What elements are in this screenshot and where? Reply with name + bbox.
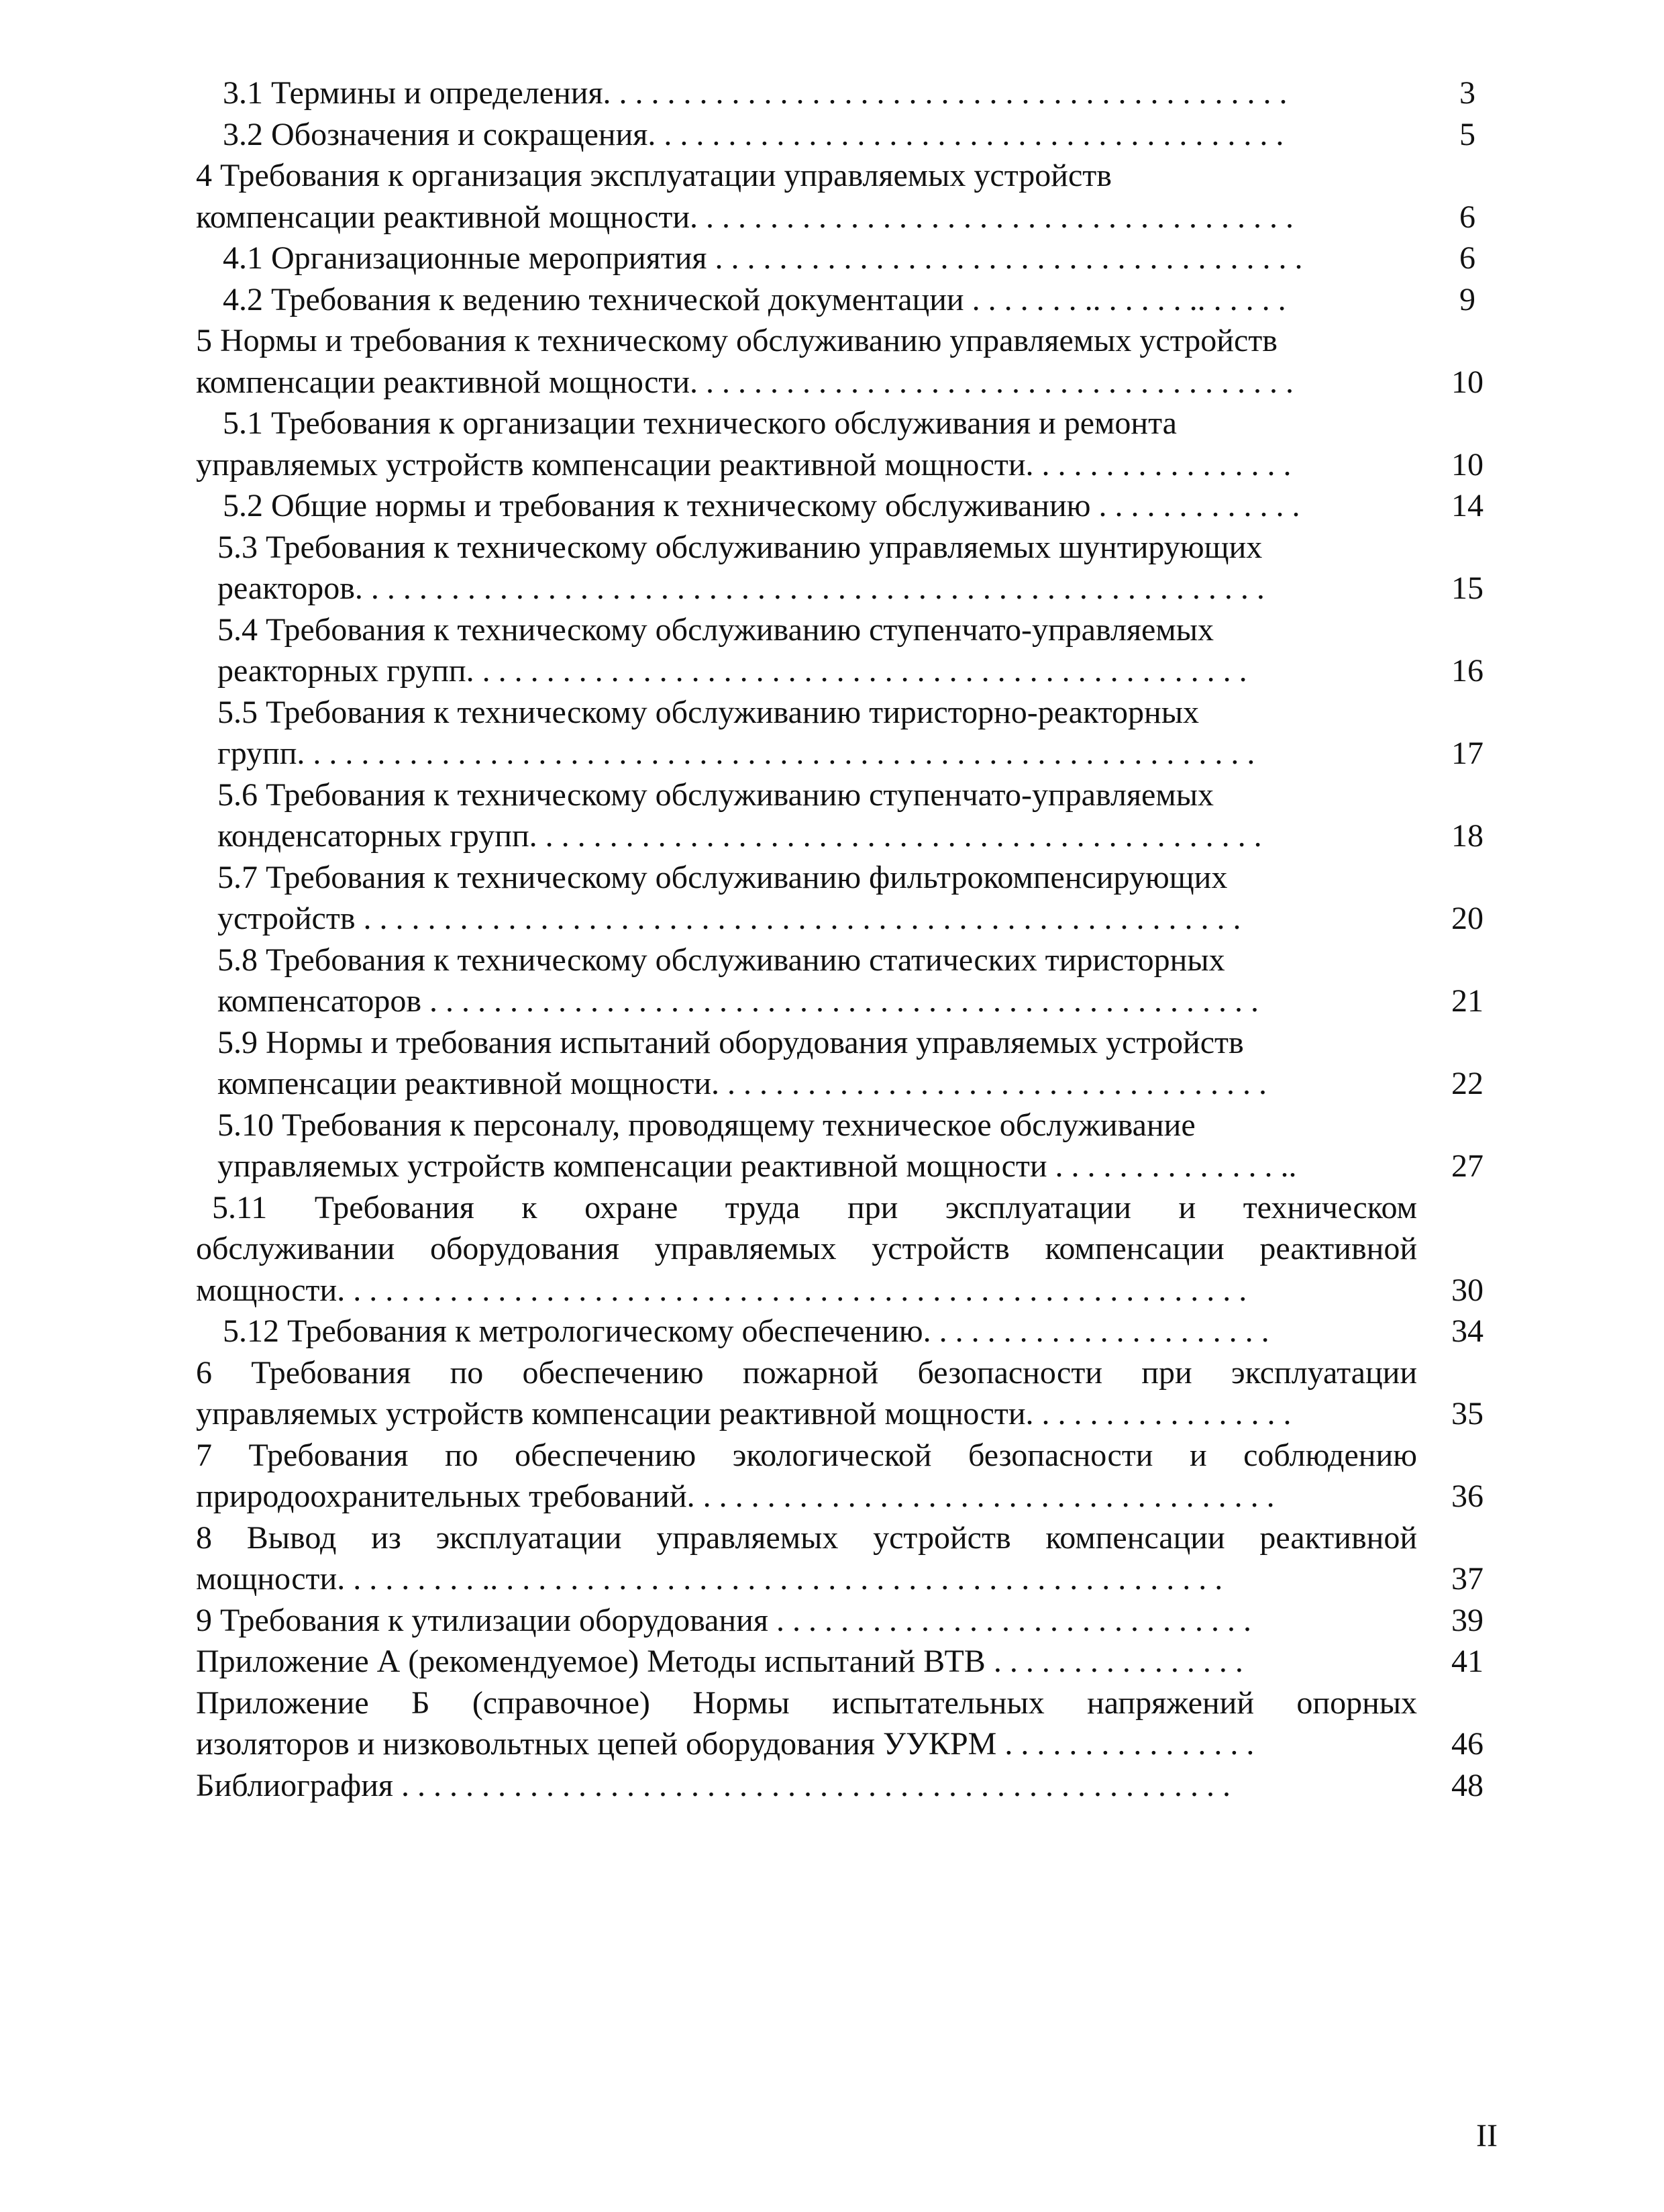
- toc-line-text: мощности. . . . . . . . . . . . . . . . . . . . . . . . . . . . . . . . . . . . . . . . . . . . . . . . . . . . . . . . .: [196, 1272, 1247, 1308]
- toc-line-text: управляемых устройств компенсации реактивной мощности. . . . . . . . . . . . . . . . .: [196, 446, 1292, 483]
- toc-line: [196, 114, 1491, 156]
- toc-line: [196, 1435, 1491, 1476]
- toc-line-text: 5.1 Требования к организации технического обслуживания и ремонта: [223, 405, 1177, 441]
- toc-entry[interactable]: [196, 609, 1491, 692]
- toc-entry[interactable]: [196, 1187, 1491, 1311]
- toc-line-text: групп. . . . . . . . . . . . . . . . . . . . . . . . . . . . . . . . . . . . . . . . . . . . . . . . . . . . . . . . . . . .: [217, 736, 1255, 771]
- toc-line-text: изоляторов и низковольтных цепей оборудования УУКРМ . . . . . . . . . . . . . . . .: [196, 1726, 1255, 1762]
- toc-entry[interactable]: [196, 72, 1491, 114]
- toc-page-number: 20: [1451, 901, 1484, 936]
- toc-line: [196, 1187, 1491, 1229]
- toc-line: [196, 733, 1491, 774]
- toc-line-text: устройств . . . . . . . . . . . . . . . . . . . . . . . . . . . . . . . . . . . . . . . . . . . . . . . . . . . . . . .: [217, 901, 1241, 936]
- toc-page-number: 3: [1459, 75, 1475, 111]
- toc-entry[interactable]: [196, 279, 1491, 321]
- toc-line: [196, 1063, 1491, 1105]
- toc-page-number: 10: [1451, 446, 1484, 483]
- toc-line: [196, 362, 1491, 403]
- toc-line: [196, 72, 1491, 114]
- toc-line: [196, 981, 1491, 1022]
- toc-line: [196, 279, 1491, 321]
- toc-page-number: 14: [1451, 488, 1484, 523]
- toc-line-text: компенсации реактивной мощности. . . . . . . . . . . . . . . . . . . . . . . . . . . . . . . . . . . . . .: [196, 364, 1294, 400]
- toc-page-number: 46: [1451, 1726, 1484, 1762]
- toc-entry[interactable]: [196, 692, 1491, 774]
- toc-entry[interactable]: [196, 114, 1491, 156]
- toc-page-number: 35: [1451, 1396, 1484, 1431]
- toc-line-text: компенсации реактивной мощности. . . . . . . . . . . . . . . . . . . . . . . . . . . . . . . . . . . . . .: [196, 199, 1294, 235]
- toc-page-number: 41: [1451, 1644, 1484, 1679]
- toc-line-text: 3.2 Обозначения и сокращения. . . . . . . . . . . . . . . . . . . . . . . . . . . . . . . . . . . . . . . .: [223, 116, 1284, 152]
- toc-line-text: 6 Требования по обеспечению пожарной безопасности при эксплуатации: [196, 1354, 1417, 1391]
- toc-page-number: 27: [1451, 1148, 1484, 1184]
- toc-entry[interactable]: [196, 857, 1491, 940]
- toc-line: [196, 1352, 1491, 1394]
- toc-line-text: 8 Вывод из эксплуатации управляемых устройств компенсации реактивной: [196, 1519, 1417, 1556]
- toc-entry[interactable]: [196, 940, 1491, 1022]
- toc-page-number: 21: [1451, 983, 1484, 1019]
- toc-line: [196, 1723, 1491, 1765]
- toc-entry[interactable]: [196, 320, 1491, 403]
- toc-line: [196, 1517, 1491, 1559]
- toc-entry[interactable]: [196, 527, 1491, 609]
- toc-line-text: Приложение А (рекомендуемое) Методы испытаний ВТВ . . . . . . . . . . . . . . . .: [196, 1644, 1243, 1679]
- toc-page-number: 9: [1459, 281, 1475, 317]
- toc-line: [196, 568, 1491, 609]
- toc-line: [196, 238, 1491, 279]
- toc-line: [196, 1600, 1491, 1642]
- toc-page-number: 48: [1451, 1767, 1484, 1803]
- toc-line: [196, 1228, 1491, 1270]
- toc-line-text: конденсаторных групп. . . . . . . . . . . . . . . . . . . . . . . . . . . . . . . . . . . . . . . . . . . . . .: [217, 818, 1262, 854]
- toc-line-text: 4.2 Требования к ведению технической документации . . . . . . . .. . . . . . .. . . . . .: [223, 281, 1286, 317]
- toc-line-text: 4.1 Организационные мероприятия . . . . . . . . . . . . . . . . . . . . . . . . . . . . . . . . . . . . .: [223, 240, 1303, 276]
- toc-line-text: 5.9 Нормы и требования испытаний оборудования управляемых устройств: [217, 1024, 1244, 1060]
- toc-page-number: 16: [1451, 653, 1484, 689]
- toc-entry[interactable]: [196, 1352, 1491, 1435]
- toc-line-text: компенсаторов . . . . . . . . . . . . . . . . . . . . . . . . . . . . . . . . . . . . . . . . . . . . . . . . . . . .: [217, 983, 1259, 1019]
- toc-line: [196, 940, 1491, 981]
- toc-line-text: реакторов. . . . . . . . . . . . . . . . . . . . . . . . . . . . . . . . . . . . . . . . . . . . . . . . . . . . . . . . .: [217, 570, 1265, 606]
- toc-line-text: 5.7 Требования к техническому обслуживанию фильтрокомпенсирующих: [217, 859, 1228, 895]
- toc-entry[interactable]: [196, 485, 1491, 527]
- toc-line: [196, 815, 1491, 857]
- toc-page-number: 5: [1459, 116, 1475, 152]
- toc-line-text: 5.10 Требования к персоналу, проводящему техническое обслуживание: [217, 1107, 1196, 1143]
- toc-page-number: 22: [1451, 1066, 1484, 1101]
- toc-line-text: 5 Нормы и требования к техническому обслуживанию управляемых устройств: [196, 323, 1278, 358]
- toc-entry[interactable]: [196, 1105, 1491, 1187]
- toc-line-text: природоохранительных требований. . . . . . . . . . . . . . . . . . . . . . . . . . . . . . . . . . . . .: [196, 1478, 1275, 1514]
- toc-entry[interactable]: [196, 1435, 1491, 1517]
- toc-page-number: 30: [1451, 1272, 1484, 1308]
- toc-line-text: 7 Требования по обеспечению экологической безопасности и соблюдению: [196, 1437, 1417, 1473]
- toc-line: [196, 403, 1491, 444]
- toc-line-text: 9 Требования к утилизации оборудования . . . . . . . . . . . . . . . . . . . . . . . . . . . . . .: [196, 1602, 1251, 1638]
- toc-line: [196, 692, 1491, 734]
- toc-page-number: 39: [1451, 1602, 1484, 1638]
- toc-line: [196, 1270, 1491, 1311]
- toc-entry[interactable]: [196, 1600, 1491, 1642]
- toc-line: [196, 444, 1491, 486]
- toc-line: [196, 1682, 1491, 1724]
- toc-line-text: 5.4 Требования к техническому обслуживанию ступенчато-управляемых: [217, 611, 1214, 648]
- toc-line-text: 5.11 Требования к охране труда при эксплуатации и техническом: [212, 1189, 1417, 1225]
- toc-line-text: 4 Требования к организация эксплуатации управляемых устройств: [196, 158, 1112, 193]
- toc-entry[interactable]: [196, 155, 1491, 238]
- toc-line: [196, 197, 1491, 238]
- toc-page-number: 18: [1451, 818, 1484, 854]
- toc-page-number: 34: [1451, 1313, 1484, 1349]
- toc-line: [196, 1393, 1491, 1435]
- toc-line-text: управляемых устройств компенсации реактивной мощности . . . . . . . . . . . . . . ..: [217, 1148, 1297, 1184]
- toc-line: [196, 1022, 1491, 1064]
- toc-line: [196, 1311, 1491, 1352]
- toc-entry[interactable]: [196, 1765, 1491, 1807]
- toc-page-number: 6: [1459, 240, 1475, 276]
- toc-entry[interactable]: [196, 1022, 1491, 1105]
- toc-line: [196, 320, 1491, 362]
- toc-entry[interactable]: [196, 238, 1491, 279]
- toc-line-text: Библиография . . . . . . . . . . . . . . . . . . . . . . . . . . . . . . . . . . . . . . . . . . . . . . . . . . . .: [196, 1767, 1231, 1803]
- toc-line: [196, 1641, 1491, 1682]
- toc-line-text: управляемых устройств компенсации реактивной мощности. . . . . . . . . . . . . . . . .: [196, 1396, 1292, 1431]
- toc-line: [196, 857, 1491, 899]
- toc-line: [196, 527, 1491, 568]
- toc-page-number: 10: [1451, 364, 1484, 400]
- table-of-contents: [196, 72, 1491, 1806]
- toc-line: [196, 1105, 1491, 1146]
- toc-line: [196, 774, 1491, 816]
- toc-line-text: обслуживании оборудования управляемых устройств компенсации реактивной: [196, 1231, 1417, 1266]
- toc-line-text: 5.8 Требования к техническому обслуживанию статических тиристорных: [217, 942, 1225, 978]
- toc-line: [196, 1476, 1491, 1517]
- toc-line: [196, 1558, 1491, 1600]
- toc-line-text: мощности. . . . . . . . . .. . . . . . . . . . . . . . . . . . . . . . . . . . . . . . . . . . . . . . . . . . . . . .: [196, 1561, 1223, 1597]
- toc-line: [196, 1146, 1491, 1187]
- toc-entry[interactable]: [196, 1682, 1491, 1765]
- toc-entry[interactable]: [196, 1311, 1491, 1352]
- toc-line-text: 5.5 Требования к техническому обслуживанию тиристорно-реакторных: [217, 694, 1199, 730]
- toc-entry[interactable]: [196, 774, 1491, 857]
- toc-line: [196, 609, 1491, 651]
- toc-line-text: 5.2 Общие нормы и требования к техническому обслуживанию . . . . . . . . . . . . .: [223, 488, 1300, 523]
- toc-line-text: 5.12 Требования к метрологическому обеспечению. . . . . . . . . . . . . . . . . . . . . .: [223, 1313, 1269, 1349]
- toc-line-text: 3.1 Термины и определения. . . . . . . . . . . . . . . . . . . . . . . . . . . . . . . . . . . . . . . . . . .: [223, 75, 1288, 111]
- toc-line: [196, 898, 1491, 940]
- toc-line-text: реакторных групп. . . . . . . . . . . . . . . . . . . . . . . . . . . . . . . . . . . . . . . . . . . . . . . . .: [217, 653, 1247, 689]
- toc-line: [196, 650, 1491, 692]
- toc-page-number: 6: [1459, 199, 1475, 235]
- toc-line: [196, 1765, 1491, 1807]
- toc-entry[interactable]: [196, 1641, 1491, 1682]
- toc-line-text: 5.3 Требования к техническому обслуживанию управляемых шунтирующих: [217, 529, 1263, 565]
- toc-entry[interactable]: [196, 1517, 1491, 1600]
- toc-line-text: 5.6 Требования к техническому обслуживанию ступенчато-управляемых: [217, 776, 1214, 813]
- toc-entry[interactable]: [196, 403, 1491, 485]
- toc-page-number: 36: [1451, 1478, 1484, 1514]
- toc-line-text: Приложение Б (справочное) Нормы испытательных напряжений опорных: [196, 1685, 1417, 1721]
- toc-line: [196, 485, 1491, 527]
- toc-line: [196, 155, 1491, 197]
- toc-page-number: 17: [1451, 736, 1484, 771]
- toc-line-text: компенсации реактивной мощности. . . . . . . . . . . . . . . . . . . . . . . . . . . . . . . . . . .: [217, 1066, 1267, 1101]
- toc-page-number: 15: [1451, 570, 1484, 606]
- toc-page-number: 37: [1451, 1561, 1484, 1597]
- page-number: II: [1476, 2118, 1498, 2154]
